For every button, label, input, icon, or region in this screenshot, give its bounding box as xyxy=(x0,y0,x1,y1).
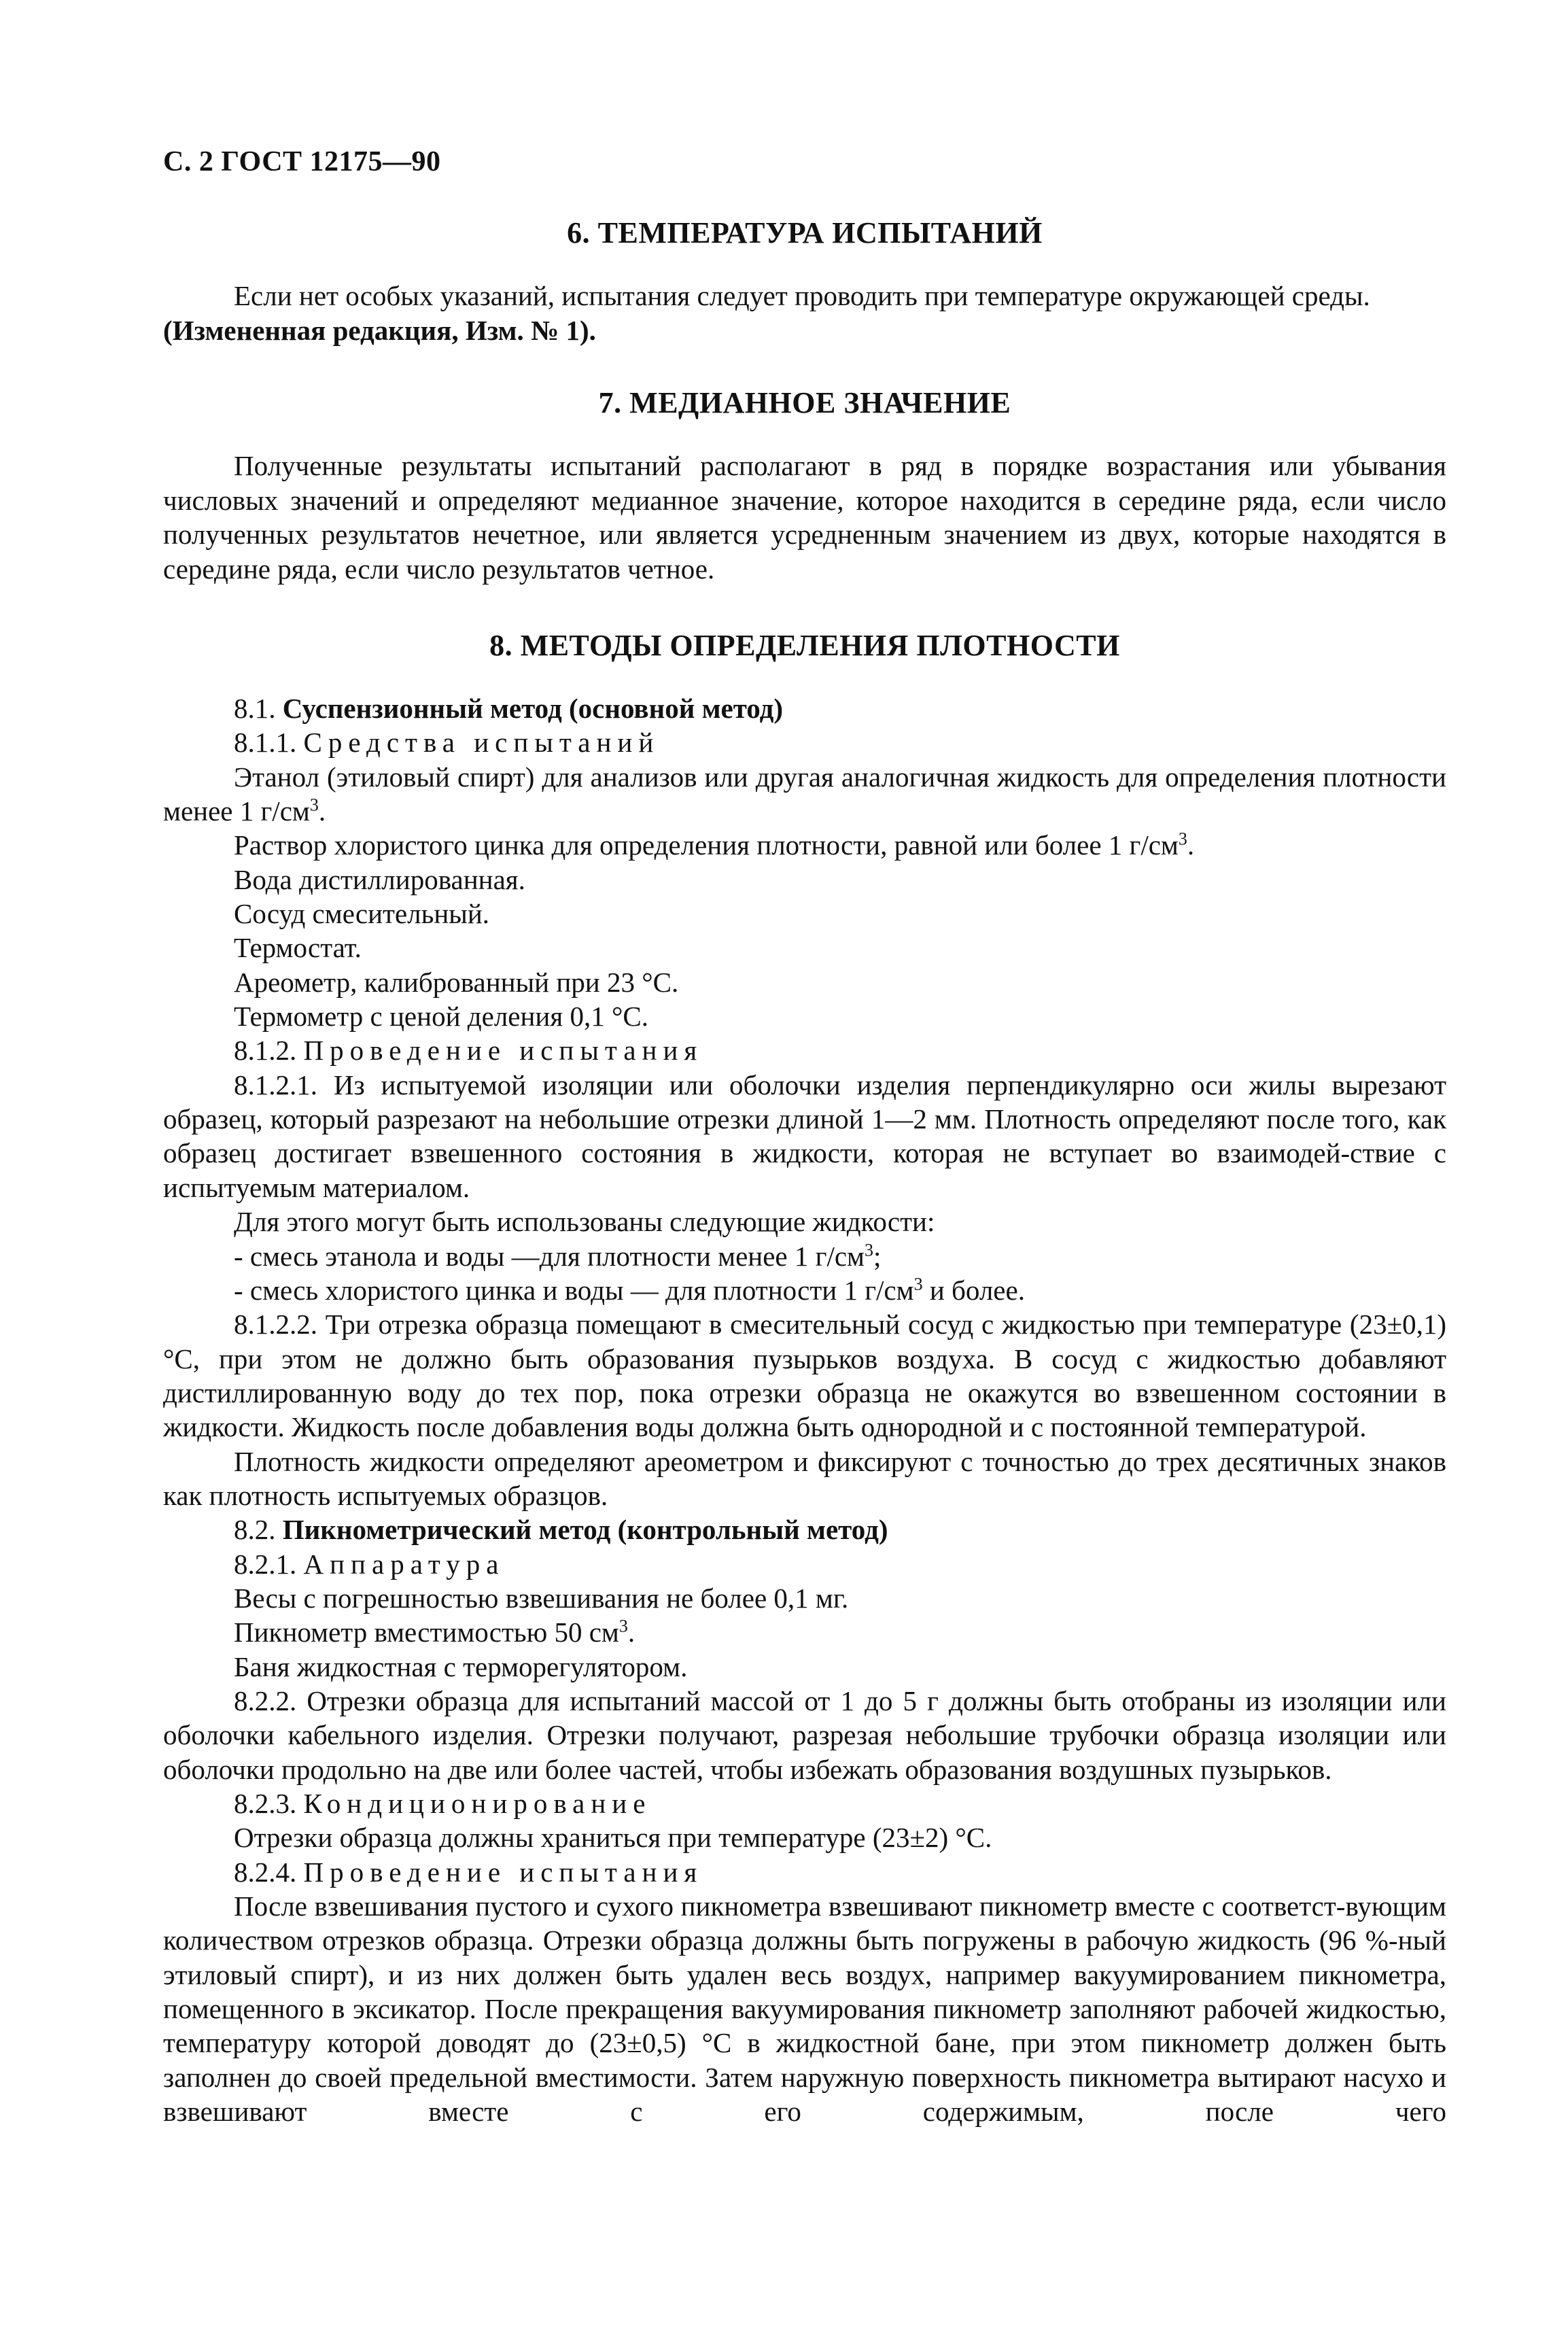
section-6-title: 6. ТЕМПЕРАТУРА ИСПЫТАНИЙ xyxy=(567,216,1043,249)
clause-8-2-number: 8.2. xyxy=(234,1514,276,1546)
clause-8-2-2: 8.2.2. Отрезки образца для испытаний массой от 1 до 5 г должны быть отобраны из изоляции или оболочки кабельного изделия. Отрезки получают, разрезая небольшие трубочки образца изоляции или оболочки продольно на две или более частей, чтобы избежать образования воздушных пузырьков. xyxy=(163,1684,1446,1785)
section-6-body xyxy=(163,279,1446,347)
clause-8-2-4-text: После взвешивания пустого и сухого пикнометра взвешивают пикнометр вместе с соответст-вующим количеством отрезков образца. Отрезки образца должны быть погружены в рабочую жидкость (96 %-ный этиловый спирт), и из них должен быть удален весь воздух, например вакуумированием пикнометра, помещенного в эксикатор. После прекращения вакуумирования пикнометр заполняют рабочей жидкостью, температуру которой доводят до (23±0,5) °С в жидкостной бане, при этом пикнометр должен быть заполнен до своей предельной вместимости. Затем наружную поверхность пикнометра вытирают насухо и взвешивают вместе с его содержимым, после чего xyxy=(163,1890,1446,2128)
zinc-solution: Раствор хлористого цинка для определения плотности, равной или более 1 $г/см^3$. xyxy=(234,829,1195,861)
water-item: Вода дистиллированная. xyxy=(234,863,525,895)
thermostat-item: Термостат. xyxy=(234,932,362,964)
section-7-title: 7. МЕДИАННОЕ ЗНАЧЕНИЕ xyxy=(598,386,1011,419)
pycnometer-item: Пикнометр вместимостью 50 $см^3$. xyxy=(234,1616,635,1648)
section-7-text: Полученные результаты испытаний располагают в ряд в порядке возрастания или убывания числовых значений и определяют медианное значение, которое находится в середине ряда, если число полученных результатов нечетное, или является усредненным значением из двух, которые находятся в середине ряда, если число результатов четное. xyxy=(163,450,1446,585)
section-6-note: (Измененная редакция, Изм. № 1). xyxy=(163,314,596,346)
density-paragraph: Плотность жидкости определяют ареометром и фиксируют с точностью до трех десятичных знаков как плотность испытуемых образцов. xyxy=(163,1445,1446,1511)
conditioning-text: Отрезки образца должны храниться при температуре (23±2) °С. xyxy=(234,1822,992,1854)
clause-8-1-2-1: 8.1.2.1. Из испытуемой изоляции или оболочки изделия перпендикулярно оси жилы вырезают образец, который разрезают на небольшие отрезки длиной 1—2 мм. Плотность определяют после того, как образец достигает взвешенного состояния в жидкости, которая не вступает во взаимодей-ствие с испытуемым материалом. xyxy=(163,1069,1446,1203)
clause-8-1-number: 8.1. xyxy=(234,693,276,724)
ethanol-text: Этанол (этиловый спирт) для анализов или другая аналогичная жидкость для определения плотности менее 1 $г/см^3$. xyxy=(163,761,1446,827)
clause-8-1-2-2: 8.1.2.2. Три отрезка образца помещают в смесительный сосуд с жидкостью при температуре (23±0,1) °С, при этом не должно быть образования пузырьков воздуха. В сосуд с жидкостью добавляют дистиллированную воду до тех пор, пока отрезки образца не окажутся во взвешенном состоянии в жидкости. Жидкость после добавления воды должна быть однородной и с постоянной температурой. xyxy=(163,1309,1446,1443)
clause-8-2-4-title: Проведение испытания xyxy=(303,1856,703,1888)
thermometer-item: Термометр с ценой деления 0,1 °С. xyxy=(234,1001,648,1033)
clause-8-2-1-number: 8.2.1. xyxy=(234,1548,297,1580)
clause-8-1-2-title: Проведение испытания xyxy=(303,1035,703,1067)
clause-8-2-3-title: Кондиционирование xyxy=(303,1788,652,1819)
clause-8-1 xyxy=(163,691,1446,725)
areometer-item: Ареометр, калиброванный при 23 °С. xyxy=(234,966,679,998)
section-8-clauses xyxy=(163,691,1446,2128)
scales-item: Весы с погрешностью взвешивания не более 0,1 мг. xyxy=(234,1582,849,1614)
clause-8-1-2-number: 8.1.2. xyxy=(234,1035,297,1067)
clause-8-1-2 xyxy=(163,1033,1446,1067)
bath-item: Баня жидкостная с терморегулятором. xyxy=(234,1650,688,1682)
clause-8-2-4 xyxy=(163,1855,1446,1889)
section-8-title: 8. МЕТОДЫ ОПРЕДЕЛЕНИЯ ПЛОТНОСТИ xyxy=(489,629,1120,662)
clause-8-2-3-number: 8.2.3. xyxy=(234,1788,297,1819)
clause-8-1-1-title: Средства испытаний xyxy=(303,727,660,759)
page-header: С. 2 ГОСТ 12175—90 xyxy=(163,146,441,177)
clause-8-2-4-number: 8.2.4. xyxy=(234,1856,297,1888)
clause-8-2-1 xyxy=(163,1547,1446,1581)
vessel-item: Сосуд смесительный. xyxy=(234,898,490,930)
section-6-text: Если нет особых указаний, испытания следует проводить при температуре окружающей среды. xyxy=(234,280,1370,311)
liquids-intro: Для этого могут быть использованы следующие жидкости: xyxy=(234,1206,935,1238)
liquid-item-2: - смесь хлористого цинка и воды — для плотности 1 $г/см^3$ и более. xyxy=(234,1274,1025,1306)
liquid-item-1: - смесь этанола и воды —для плотности менее 1 $г/см^3$; xyxy=(234,1239,882,1272)
clause-8-2-title: Пикнометрический метод (контрольный метод) xyxy=(282,1514,888,1546)
clause-8-1-1 xyxy=(163,725,1446,759)
clause-8-2-1-title: Аппаратура xyxy=(303,1548,505,1580)
clause-8-1-title: Суспензионный метод (основной метод) xyxy=(282,693,784,724)
clause-8-2 xyxy=(163,1512,1446,1546)
clause-8-2-3 xyxy=(163,1786,1446,1820)
clause-8-1-1-number: 8.1.1. xyxy=(234,727,297,759)
